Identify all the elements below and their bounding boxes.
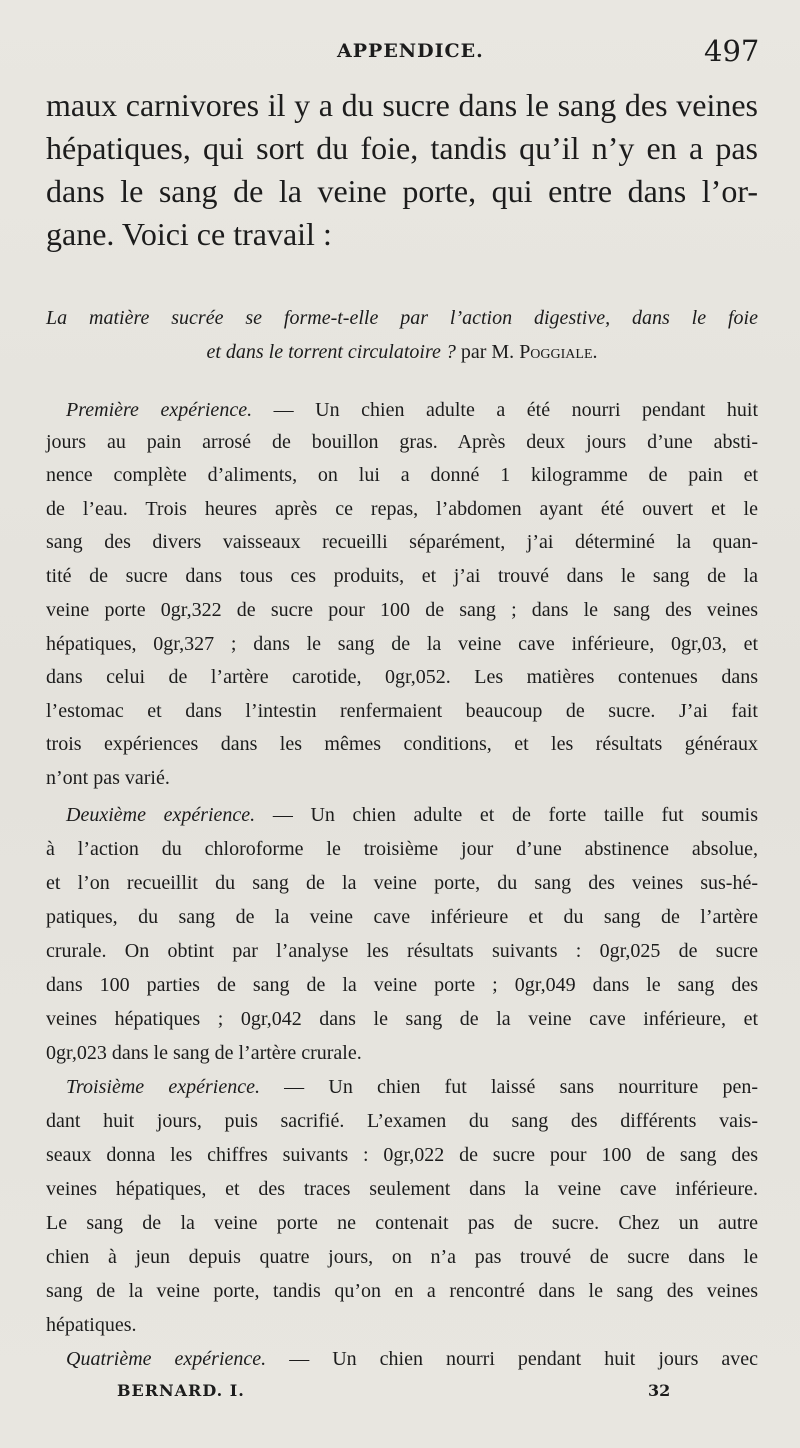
- body-line: hépatiques, 0gr,327 ; dans le sang de la veine cave inférieure, 0gr,03, et: [46, 633, 758, 655]
- body-line: nence complète d’aliments, on lui a donné 1 kilogramme de pain et: [46, 464, 758, 486]
- body-line: hépatiques.: [46, 1314, 137, 1336]
- body-line: chien à jeun depuis quatre jours, on n’a pas trouvé de sucre dans le: [46, 1246, 758, 1268]
- experiment-3-heading-line: [46, 1072, 758, 1102]
- experiment-1-heading-line: [46, 395, 758, 425]
- running-head: [0, 36, 800, 68]
- body-line: n’ont pas varié.: [46, 767, 170, 789]
- experiment-label: Première expérience.: [66, 399, 253, 421]
- body-line: veines hépatiques ; 0gr,042 dans le sang de la veine cave inférieure, et: [46, 1008, 758, 1030]
- intro-line: dans le sang de la veine porte, qui entre dans l’or-: [46, 173, 758, 209]
- body-line: sang de la veine porte, tandis qu’on en a rencontré dans le sang des veines: [46, 1280, 758, 1302]
- body-line: de l’eau. Trois heures après ce repas, l’abdomen ayant été ouvert et le: [46, 498, 758, 520]
- body-line: sang des divers vaisseaux recueilli séparément, j’ai déterminé la quan-: [46, 531, 758, 553]
- experiment-text: — Un chien adulte a été nourri pendant huit: [252, 399, 759, 421]
- body-line: jours au pain arrosé de bouillon gras. Après deux jours d’une absti-: [46, 431, 758, 453]
- experiment-2-heading-line: [46, 800, 758, 830]
- intro-line: gane. Voici ce travail :: [46, 216, 332, 252]
- experiment-label: Troisième expérience.: [66, 1076, 260, 1098]
- signature-mark: 32: [648, 1381, 671, 1400]
- experiment-text: — Un chien adulte et de forte taille fut soumis: [255, 804, 758, 826]
- body-line: l’estomac et dans l’intestin renfermaient beaucoup de sucre. J’ai fait: [46, 700, 758, 722]
- running-title: APPENDICE.: [337, 40, 484, 62]
- body-line: seaux donna les chiffres suivants : 0gr,022 de sucre pour 100 de sang des: [46, 1144, 758, 1166]
- body-line: veines hépatiques, et des traces seulement dans la veine cave inférieure.: [46, 1178, 758, 1200]
- experiment-label: Quatrième expérience.: [66, 1348, 267, 1370]
- body-line: crurale. On obtint par l’analyse les résultats suivants : 0gr,025 de sucre: [46, 940, 758, 962]
- body-line: Le sang de la veine porte ne contenait pas de sucre. Chez un autre: [46, 1212, 758, 1234]
- intro-line: hépatiques, qui sort du foie, tandis qu’il n’y en a pas: [46, 130, 758, 166]
- experiment-text: — Un chien nourri pendant huit jours avec: [266, 1348, 759, 1370]
- body-line: veine porte 0gr,322 de sucre pour 100 de sang ; dans le sang des veines: [46, 599, 758, 621]
- body-line: dant huit jours, puis sacrifié. L’examen du sang des différents vais-: [46, 1110, 758, 1132]
- article-author: Poggiale: [519, 341, 593, 363]
- body-line: patiques, du sang de la veine cave inférieure et du sang de l’artère: [46, 906, 758, 928]
- body-line: et l’on recueillit du sang de la veine porte, du sang des veines sus-hé-: [46, 872, 758, 894]
- body-line: à l’action du chloroforme le troisième jour d’une abstinence absolue,: [46, 838, 758, 860]
- footer-author: BERNARD. I.: [117, 1381, 245, 1400]
- article-title-period: .: [592, 341, 598, 363]
- experiment-4-heading-line: [46, 1344, 758, 1374]
- experiment-text: — Un chien fut laissé sans nourriture pen-: [259, 1076, 758, 1098]
- article-title-by: par M.: [460, 341, 515, 363]
- body-line: dans celui de l’artère carotide, 0gr,052. Les matières contenues dans: [46, 666, 758, 688]
- page-footer: [0, 1381, 800, 1411]
- body-line: dans 100 parties de sang de la veine porte ; 0gr,049 dans le sang des: [46, 974, 758, 996]
- article-title-line-2: [46, 337, 758, 367]
- article-title-question: et dans le torrent circulatoire ?: [206, 341, 456, 363]
- body-line: 0gr,023 dans le sang de l’artère crurale.: [46, 1042, 362, 1064]
- article-title-line-1: La matière sucrée se forme-t-elle par l’action digestive, dans le foie: [46, 307, 758, 329]
- intro-line: maux carnivores il y a du sucre dans le sang des veines: [46, 87, 758, 123]
- page-number: 497: [704, 34, 760, 68]
- body-line: trois expériences dans les mêmes conditions, et les résultats généraux: [46, 733, 758, 755]
- experiment-label: Deuxième expérience.: [66, 804, 256, 826]
- body-line: tité de sucre dans tous ces produits, et j’ai trouvé dans le sang de la: [46, 565, 758, 587]
